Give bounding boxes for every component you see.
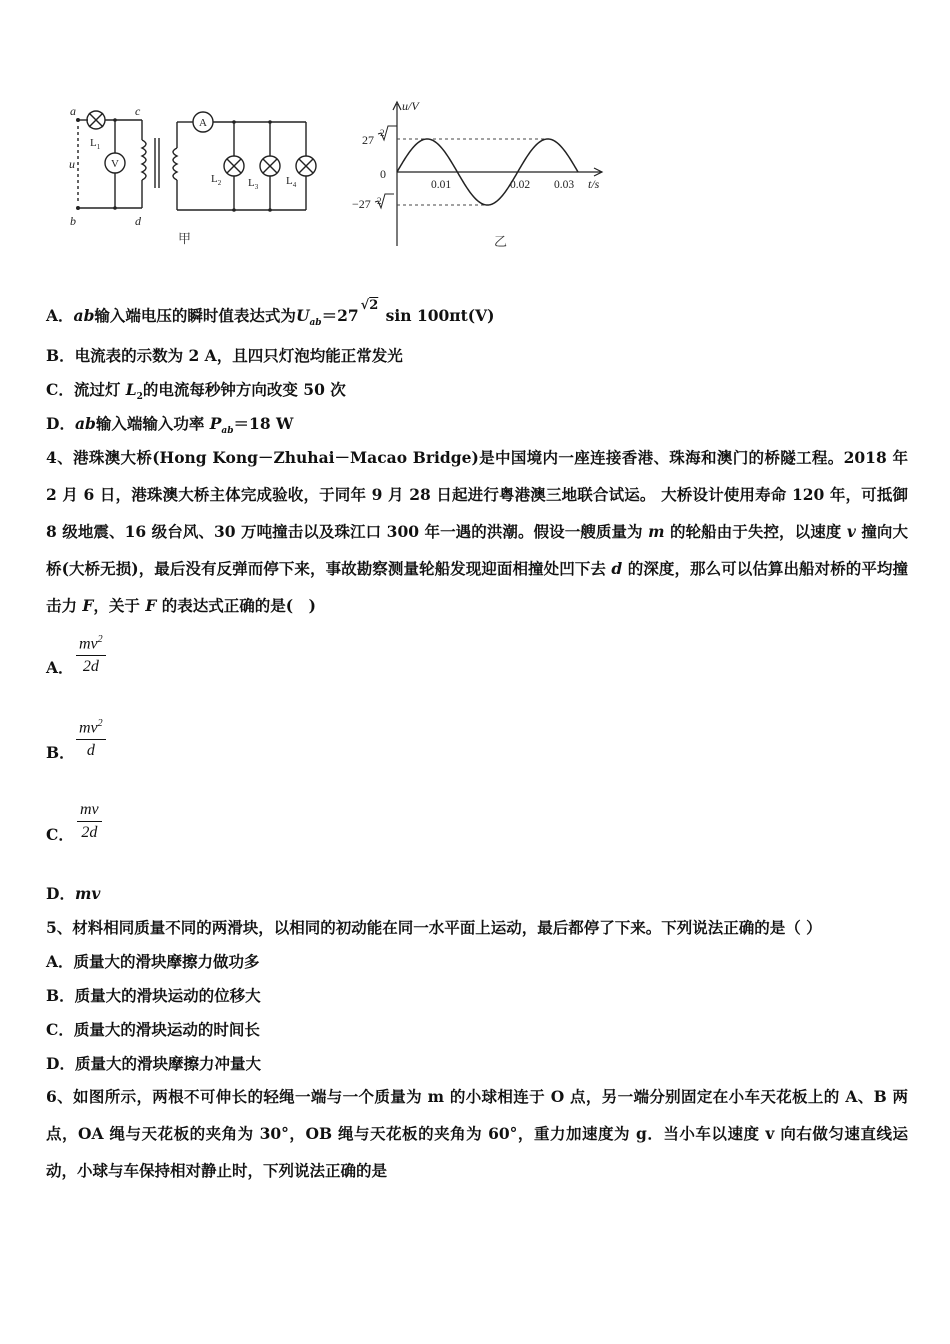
q3-option-c[interactable]: C．流过灯 $L_2$的电流每秒钟方向改变 50 次 (46, 380, 346, 403)
x-tick-0.02: 0.02 (510, 179, 531, 191)
q5-option-c[interactable]: C．质量大的滑块运动的时间长 (46, 1020, 260, 1039)
q6-stem: 6、如图所示，两根不可伸长的轻绳一端与一个质量为 m 的小球相连于 O 点，另一端分别固定在小车天花板上的 A、B 两点，OA 绳与天花板的夹角为 30°，OB 绳与天花板的夹角为 60°，重力加速度为 g．当小车以速度 v 向右做匀速直线运动，小球与车保持相对静止时，下列说法正确的是 (46, 1087, 908, 1180)
q5-option-b[interactable]: B．质量大的滑块运动的位移大 (46, 986, 261, 1005)
y-tick-origin: 0 (380, 167, 386, 181)
voltage-time-graph (340, 96, 620, 256)
svg-text:L1 (90, 137, 101, 151)
graph-caption: 乙 (494, 234, 508, 249)
svg-text:2: 2 (380, 128, 385, 138)
voltmeter-label: V (111, 158, 119, 170)
ammeter-label: A (199, 117, 207, 129)
lamp-l4-subscript: 4 (292, 181, 297, 189)
y-tick-top: 27 (362, 133, 374, 147)
q4-option-c-label[interactable]: C． (46, 825, 74, 844)
lamp-l3-label: L (248, 177, 255, 189)
circuit-caption: 甲 (178, 231, 192, 246)
lamp-l1-subscript: 1 (96, 143, 101, 151)
q4-option-c-fraction: $\frac{mv}{2d}$ (77, 801, 102, 842)
lamp-l2-subscript: 2 (217, 179, 222, 187)
x-tick-0.03: 0.03 (554, 179, 575, 191)
q4-option-a-fraction: $\frac{mv^2}{2d}$ (76, 634, 106, 676)
q5-option-d[interactable]: D．质量大的滑块摩擦力冲量大 (46, 1054, 261, 1073)
svg-text:2: 2 (377, 196, 382, 206)
sqrt-symbol: √2 (360, 298, 379, 313)
q4-option-b-label[interactable]: B． (46, 743, 75, 762)
lamp-l1-label: L (90, 137, 97, 149)
q4-option-d[interactable]: D．mv (46, 884, 101, 903)
lamp-l4-label: L (286, 175, 293, 187)
lamp-l2-label: L (211, 173, 218, 185)
terminal-a-label: a (70, 104, 76, 118)
x-axis-label: t/s (588, 177, 600, 191)
y-tick-bottom: −27 (352, 197, 371, 211)
q3-option-a[interactable]: A．ab输入端电压的瞬时值表达式为$U_{ab}=27√2$ sin 100πt(V) (46, 298, 495, 329)
terminal-d-label: d (135, 214, 141, 228)
q3-option-d[interactable]: D．ab输入端输入功率 $P_{ab}=18$ W (46, 414, 294, 437)
q3-option-b[interactable]: B．电流表的示数为 2 A，且四只灯泡均能正常发光 (46, 346, 403, 365)
input-u-label: u (69, 157, 75, 171)
svg-text:L4 (286, 175, 297, 189)
svg-text:L3 (248, 177, 259, 191)
terminal-c-label: c (135, 104, 141, 118)
q5-stem: 5、材料相同质量不同的两滑块，以相同的初动能在同一水平面上运动，最后都停了下来。下列说法正确的是（ ） (46, 918, 822, 937)
q4-option-b-fraction: $\frac{mv^2}{d}$ (76, 718, 106, 760)
q5-option-a[interactable]: A．质量大的滑块摩擦力做功多 (46, 952, 260, 971)
circuit-diagram (60, 98, 330, 258)
q4-option-a-label[interactable]: A． (46, 658, 74, 677)
q4-stem: 4、港珠澳大桥(Hong Kong－Zhuhai－Macao Bridge)是中国境内一座连接香港、珠海和澳门的桥隧工程。2018 年 2 月 6 日，港珠澳大桥主体完成验收，于同年 9 月 28 日起进行粤港澳三地联合试运。 大桥设计使用寿命 120 年，可抵御 8 级地震、16 级台风、30 万吨撞击以及珠江口 300 年一遇的洪潮。假设一艘质量为 m 的轮船由于失控，以速度 v 撞向大桥(大桥无损)，最后没有反弹而停下来，事故勘察测量轮船发现迎面相撞处凹下去 d 的深度，那么可以估算出船对桥的平均撞击力 F，关于 F 的表达式正确的是( ) (46, 448, 908, 615)
lamp-l3-subscript: 3 (254, 183, 259, 191)
y-axis-label: u/V (402, 99, 419, 113)
terminal-b-label: b (70, 214, 76, 228)
x-tick-0.01: 0.01 (431, 179, 452, 191)
svg-text:L2 (211, 173, 222, 187)
